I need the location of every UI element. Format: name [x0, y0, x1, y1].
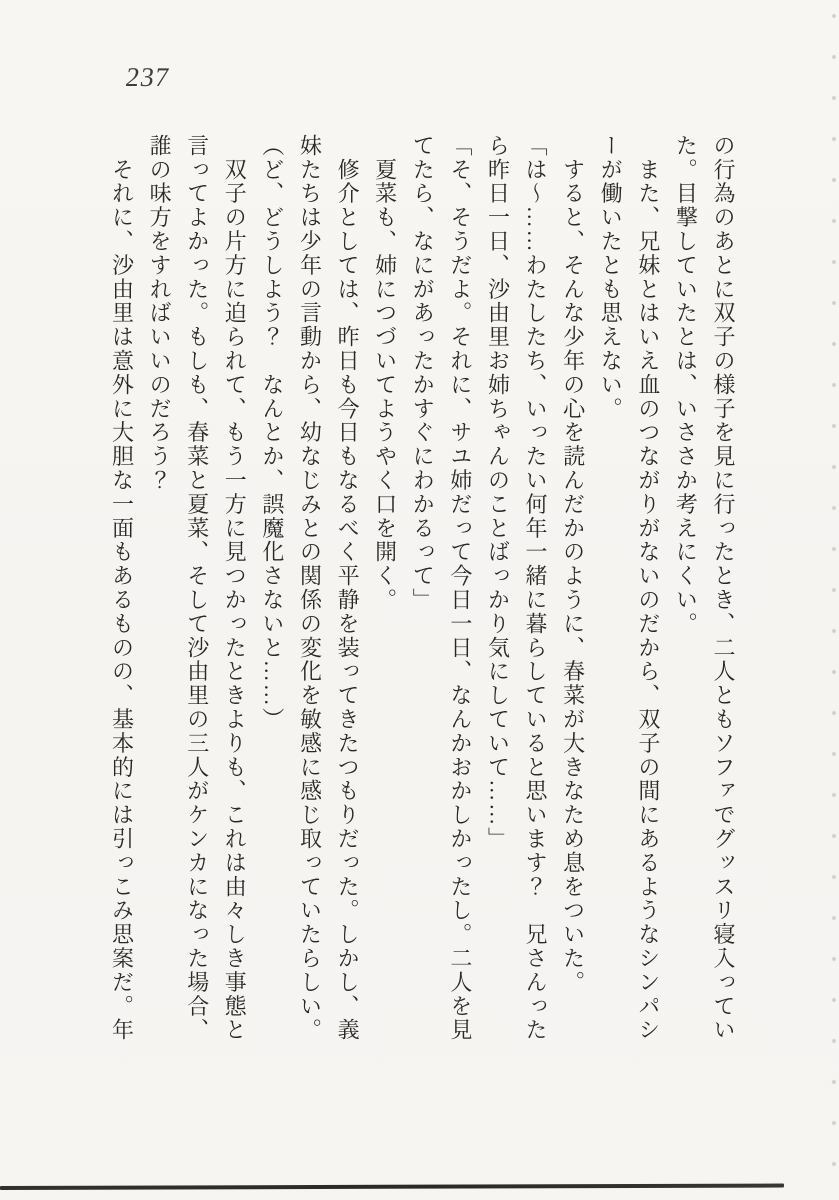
text-line: てたら、なにがあったかすぐにわかるって」 — [410, 134, 436, 612]
vertical-text-block — [103, 134, 742, 1046]
text-line: また、兄妹とはいえ血のつながりがないのだから、双子の間にあるようなシンパシ — [635, 134, 661, 1043]
text-line: それに、沙由里は意外に大胆な一面もあるものの、基本的には引っこみ思案だ。年 — [109, 134, 135, 1043]
text-line: 誰の味方をすればいいのだろう？ — [147, 134, 173, 493]
text-line: ーが働いたとも思えない。 — [598, 134, 624, 421]
text-line: （ど、どうしよう？ なんとか、誤魔化さないと……） — [259, 134, 285, 732]
text-line: ら昨日一日、沙由里お姉ちゃんのことばっかり気にしていて……」 — [485, 134, 511, 851]
text-line: 双子の片方に迫られて、もう一方に見つかったときよりも、これは由々しき事態と — [222, 134, 248, 1043]
scan-edge-artifacts — [831, 10, 838, 1190]
text-line: すると、そんな少年の心を読んだかのように、春菜が大きなため息をついた。 — [560, 134, 586, 995]
text-line: 「は～……わたしたち、いったい何年一緒に暮らしていると思います？ 兄さんった — [523, 134, 549, 1043]
text-line: 妹たちは少年の言動から、幼なじみとの関係の変化を敏感に感じ取っていたらしい。 — [297, 134, 323, 1043]
page-bottom-edge — [0, 1184, 784, 1190]
text-line: 夏菜も、姉につづいてようやく口を開く。 — [372, 134, 398, 612]
text-line: た。目撃していたとは、いささか考えにくい。 — [673, 134, 699, 636]
page-number: 237 — [123, 62, 172, 92]
text-line: の行為のあとに双子の様子を見に行ったとき、二人ともソファでグッスリ寝入ってい — [711, 134, 736, 1043]
text-line: 言ってよかった。もしも、春菜と夏菜、そして沙由里の三人がケンカになった場合、 — [184, 134, 210, 1043]
text-line: 「そ、そうだよ。それに、サユ姉だって今日一日、なんかおかしかったし。二人を見 — [447, 134, 473, 1043]
text-line: 修介としては、昨日も今日もなるべく平静を装ってきたつもりだった。しかし、義 — [335, 134, 361, 1043]
